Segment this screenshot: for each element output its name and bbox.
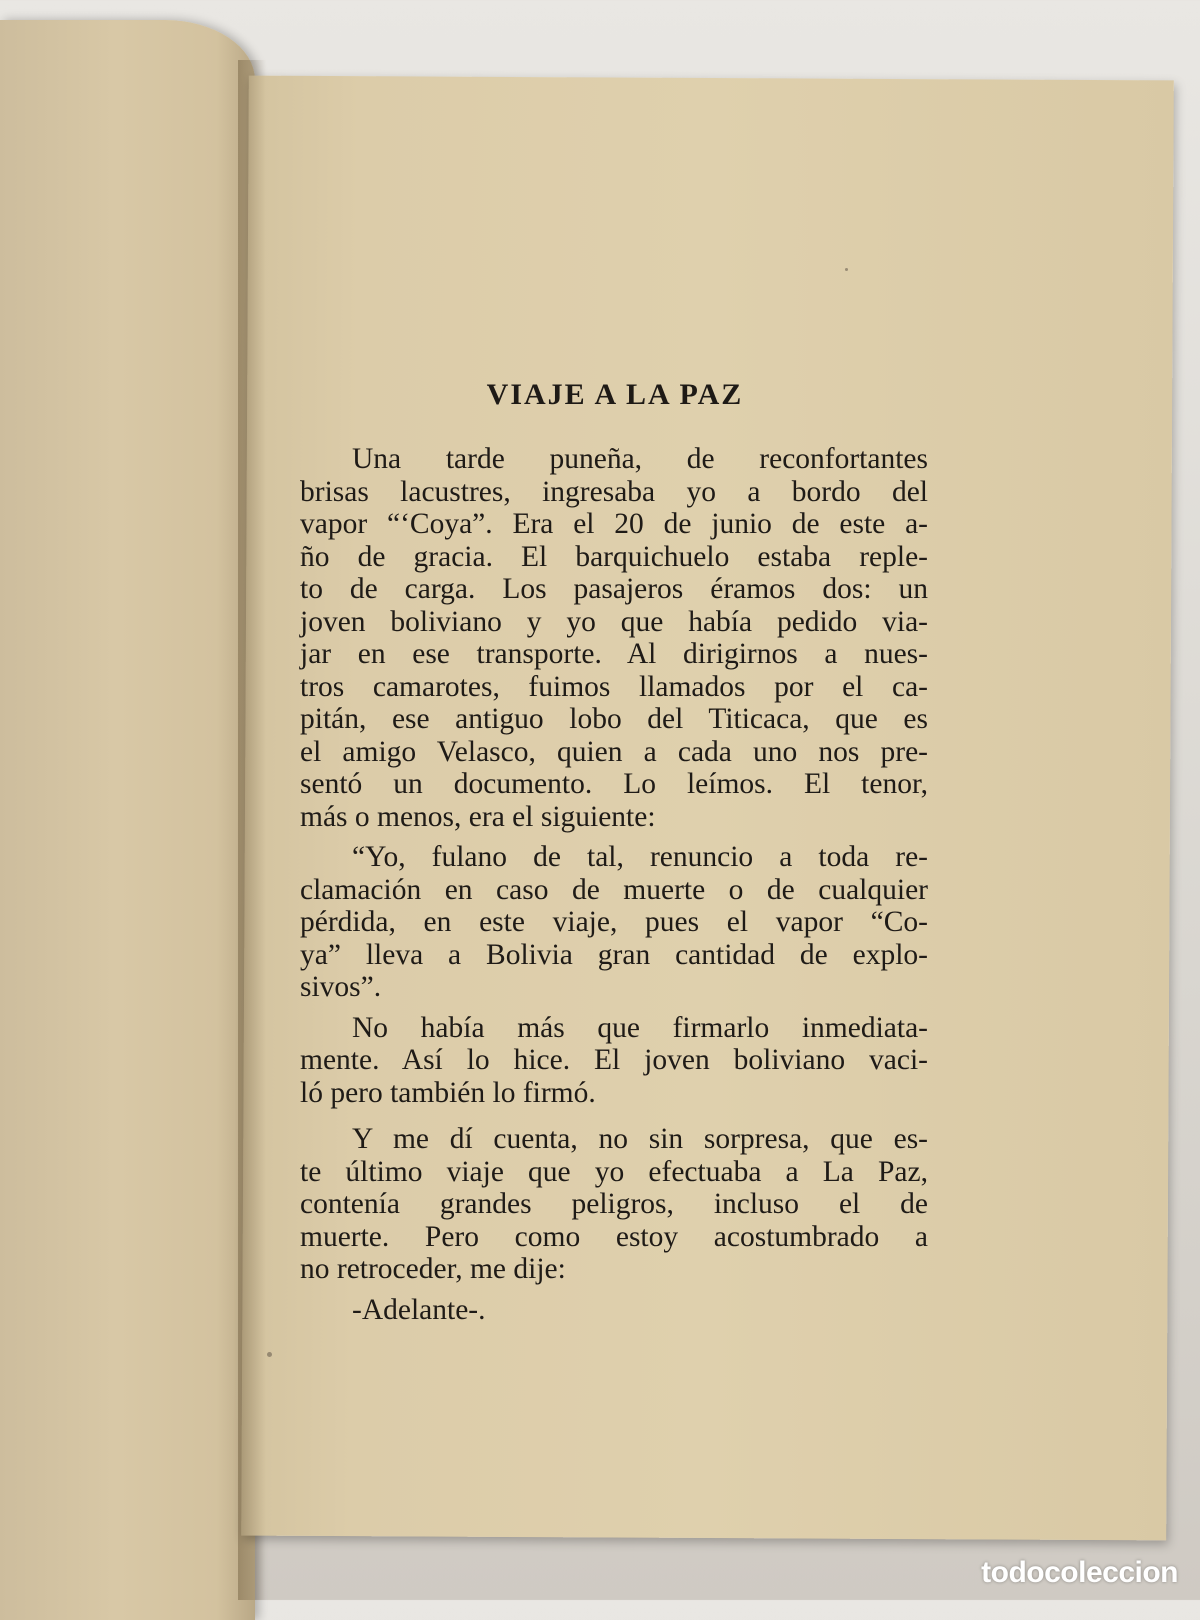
text-line: el amigo Velasco, quien a cada uno nos pre- — [300, 735, 928, 768]
body-text — [300, 443, 928, 1326]
text-line: Y me dí cuenta, no sin sorpresa, que es- — [352, 1123, 928, 1155]
text-line: No había más que firmarlo inmediata- — [352, 1011, 928, 1044]
text-line: ño de gracia. El barquichuelo estaba reple- — [300, 540, 928, 573]
text-line: vapor “‘Coya”. Era el 20 de junio de este a- — [300, 508, 928, 540]
book-gutter — [238, 60, 266, 1600]
text-line: tros camarotes, fuimos llamados por el ca- — [300, 670, 928, 703]
text-line: to de carga. Los pasajeros éramos dos: un — [300, 573, 928, 605]
paragraph-3 — [300, 1012, 928, 1110]
text-line: pérdida, en este viaje, pues el vapor “Co- — [300, 906, 928, 938]
watermark-logo: todocoleccion — [981, 1556, 1178, 1589]
paper-speck — [267, 1352, 272, 1357]
text-line: brisas lacustres, ingresaba yo a bordo del — [300, 475, 928, 508]
text-line: “Yo, fulano de tal, renuncio a toda re- — [352, 841, 928, 873]
text-line: joven boliviano y yo que había pedido via- — [300, 605, 928, 638]
text-line: sivos”. — [300, 971, 382, 1003]
page-title: VIAJE A LA PAZ — [486, 378, 744, 411]
paragraph-2 — [300, 841, 928, 1004]
text-line: clamación en caso de muerte o de cualquier — [300, 873, 928, 906]
paragraph-5 — [300, 1294, 928, 1327]
text-line: -Adelante-. — [352, 1293, 486, 1326]
text-line: ya” lleva a Bolivia gran cantidad de explo- — [300, 938, 928, 971]
text-line: más o menos, era el siguiente: — [300, 800, 656, 833]
left-page — [0, 20, 255, 1620]
text-line: ló pero también lo firmó. — [300, 1076, 596, 1109]
paragraph-4 — [300, 1123, 928, 1286]
text-line: contenía grandes peligros, incluso el de — [300, 1188, 928, 1220]
text-line: pitán, ese antiguo lobo del Titicaca, que es — [300, 703, 928, 735]
text-line: no retroceder, me dije: — [300, 1253, 566, 1285]
text-line: Una tarde puneña, de reconfortantes — [352, 443, 928, 475]
text-line: mente. Así lo hice. El joven boliviano vaci- — [300, 1044, 928, 1076]
paper-speck — [845, 268, 848, 271]
text-line: muerte. Pero como estoy acostumbrado a — [300, 1220, 928, 1253]
text-line: te último viaje que yo efectuaba a La Paz, — [300, 1155, 928, 1188]
paragraph-1 — [300, 443, 928, 833]
text-line: jar en ese transporte. Al dirigirnos a nues- — [300, 638, 928, 670]
text-line: sentó un documento. Lo leímos. El tenor, — [300, 768, 928, 800]
